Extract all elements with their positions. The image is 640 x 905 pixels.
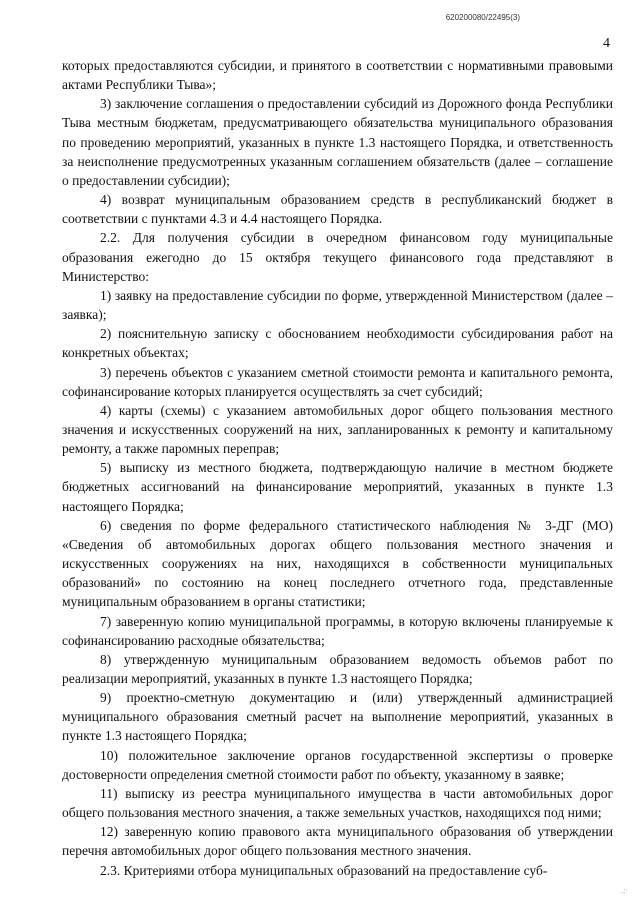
paragraph-doc-11-registry: 11) выписку из реестра муниципального имущества в части автомобильных дорог общего пользования местного значения, а также земельных участков, находящихся под ними; <box>62 785 613 821</box>
document-code: 620200080/22495(3) <box>445 13 520 22</box>
paragraph-doc-12-legal-act: 12) заверенную копию правового акта муниципального образования об утверждении перечня автомобильных дорог общего пользования местного значения. <box>62 824 613 859</box>
paragraph-section-2-2: 2.2. Для получения субсидии в очередном финансовом году муниципальные образования ежегодно до 15 октября текущего финансового года представляют в Министерство: <box>62 230 613 284</box>
paragraph-item-3-agreement: 3) заключение соглашения о предоставлении субсидий из Дорожного фонда Республики Тыва местным бюджетам, предусматривающего обязательства муниципального образования по проведению мероприятий, указанных в пункте 1.3 настоящего Порядка, и ответственность за неисполнение предусмотренных указанным соглашением обязательств (далее – соглашение о предоставлении субсидии); <box>62 96 613 188</box>
paragraph-item-4-refund: 4) возврат муниципальным образованием средств в республиканский бюджет в соответствии с пунктами 4.3 и 4.4 настоящего Порядка. <box>62 192 613 227</box>
paragraph-doc-5-budget-extract: 5) выписку из местного бюджета, подтверждающую наличие в местном бюджете бюджетных ассигнований на финансирование мероприятий, указанных в пункте 1.3 настоящего Порядка; <box>62 460 613 514</box>
paragraph-doc-7-program: 7) заверенную копию муниципальной программы, в которую включены планируемые к софинансированию расходные обязательства; <box>62 613 613 648</box>
paragraph-doc-3-object-list: 3) перечень объектов с указанием сметной стоимости ремонта и капитального ремонта, софинансирование которых планируется осуществлять за счет субсидий; <box>62 364 613 399</box>
paragraph-doc-6-statistics: 6) сведения по форме федерального статистического наблюдения № 3-ДГ (МО) «Сведения об автомобильных дорогах общего пользования местного значения и искусственных сооружениях на них, находящихся в собственности муниципальных образований» по состоянию на конец последнего отчетного года, представленные муниципальным образованием в органы статистики; <box>62 517 613 610</box>
document-body <box>62 56 613 880</box>
paragraph-continuation: которых предоставляются субсидии, и принятого в соответствии с нормативными правовыми актами Республики Тыва»; <box>62 58 613 93</box>
paragraph-section-2-3: 2.3. Критериями отбора муниципальных образований на предоставление суб- <box>100 862 548 878</box>
paragraph-doc-2-note: 2) пояснительную записку с обоснованием необходимости субсидирования работ на конкретных объектах; <box>62 326 613 361</box>
page-number: 4 <box>603 36 610 51</box>
paragraph-doc-9-estimates: 9) проектно-сметную документацию и (или) утвержденный администрацией муниципального образования сметный расчет на выполнение мероприятий, указанных в пункте 1.3 настоящего Порядка; <box>62 690 613 744</box>
paragraph-doc-4-maps: 4) карты (схемы) с указанием автомобильных дорог общего пользования местного значения и искусственных сооружений на них, запланированных к ремонту и капитальному ремонту, а также паромных переправ; <box>62 402 613 457</box>
scan-corner-mark: .:· <box>621 886 628 895</box>
paragraph-doc-1-application: 1) заявку на предоставление субсидии по форме, утвержденной Министерством (далее – заявка); <box>62 287 613 323</box>
paragraph-doc-10-expertise: 10) положительное заключение органов государственной экспертизы о проверке достоверности определения сметной стоимости работ по объекту, указанному в заявке; <box>62 747 613 782</box>
paragraph-doc-8-work-statement: 8) утвержденную муниципальным образованием ведомость объемов работ по реализации мероприятий, указанных в пункте 1.3 настоящего Порядка; <box>62 651 613 686</box>
